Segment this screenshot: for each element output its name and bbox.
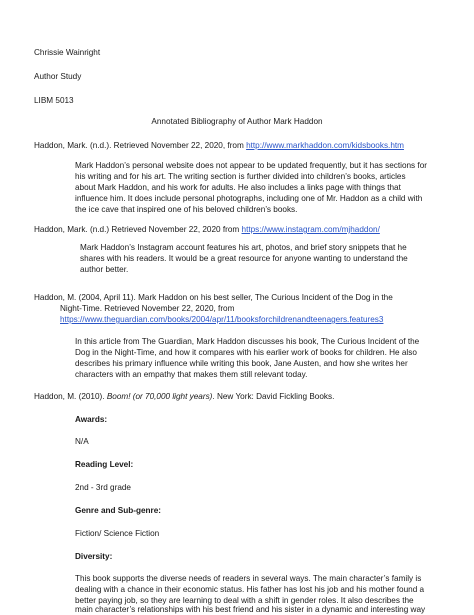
citation-4 [34,391,334,402]
citation-3-link[interactable]: https://www.theguardian.com/books/2004/apr/11/booksforchildrenandteenagers.features3 [60,315,384,324]
annotation-3-line: Dog in the Night-Time, and how it compares with his earlier work of books for children. He also [75,348,417,357]
annotation-2-line: shares with his readers. It would be a great resource for anyone wanting to understand the [80,254,408,263]
reading-level-value: 2nd - 3rd grade [75,483,131,492]
annotation-1-line: his writing and for his art. The writing section is further divided into children’s books, articles [75,172,406,181]
annotation-3-line: In this article from The Guardian, Mark Haddon discusses his book, The Curious Incident of the [75,337,420,346]
citation-2 [34,224,380,235]
genre-label: Genre and Sub-genre: [75,506,161,515]
author-name: Chrissie Wainright [34,48,101,57]
course-code: LIBM 5013 [34,96,74,105]
annotation-2-line: Mark Haddon’s Instagram account features his art, photos, and brief story snippets that he [80,243,407,252]
diversity-line: This book supports the diverse needs of readers in several ways. The main character’s family is [75,574,422,583]
assignment-title: Author Study [34,72,82,81]
awards-label: Awards: [75,415,108,424]
reading-level-label: Reading Level: [75,460,134,469]
annotation-1-line: about Mark Haddon, and his work for adults. He also includes a links page with things that [75,183,401,192]
citation-1 [34,140,404,151]
annotation-1-line: influence him. It does include personal photographs, including one of Mr. Haddon as a child with [75,194,423,203]
citation-4-post: . New York: David Fickling Books. [212,392,335,401]
diversity-label: Diversity: [75,552,113,561]
citation-4-pre: Haddon, M. (2010). [34,392,107,401]
citation-1-link[interactable]: http://www.markhaddon.com/kidsbooks.htm [246,141,404,150]
genre-value: Fiction/ Science Fiction [75,529,160,538]
diversity-line: dealing with a chance in their economic status. His father has lost his job and his mother found a [75,585,425,594]
annotation-1-line: Mark Haddon’s personal website does not appear to be updated frequently, but it has sections for [75,161,427,170]
annotation-3-line: characters with an empathy that makes them still relevant today. [75,370,308,379]
awards-value: N/A [75,437,89,446]
citation-3-line-2: Night-Time. Retrieved November 22, 2020, from [60,304,235,313]
document-title: Annotated Bibliography of Author Mark Haddon [151,117,323,126]
annotation-3-line: describes his primary influence while writing this book, Jane Austen, and how she writes her [75,359,408,368]
citation-1-text: Haddon, Mark. (n.d.). Retrieved November 22, 2020, from [34,141,247,150]
annotation-2-line: author better. [80,265,129,274]
citation-3-line-1: Haddon, M. (2004, April 11). Mark Haddon on his best seller, The Curious Incident of the Dog in the [34,293,393,302]
citation-4-title: Boom! (or 70,000 light years) [106,392,213,401]
diversity-line: main character’s relationships with his best friend and his sister in a dynamic and interesting way [75,605,426,614]
citation-2-text: Haddon, Mark. (n.d.) Retrieved November 22, 2020 from [34,225,242,234]
annotation-1-line: the ice cave that inspired one of his beloved children’s books. [75,205,298,214]
diversity-line: better paying job, so they are learning to deal with a shift in gender roles. It also describes the [75,596,414,605]
citation-2-link[interactable]: https://www.instagram.com/mjhaddon/ [241,225,380,234]
citation-3-link-line [60,314,383,325]
